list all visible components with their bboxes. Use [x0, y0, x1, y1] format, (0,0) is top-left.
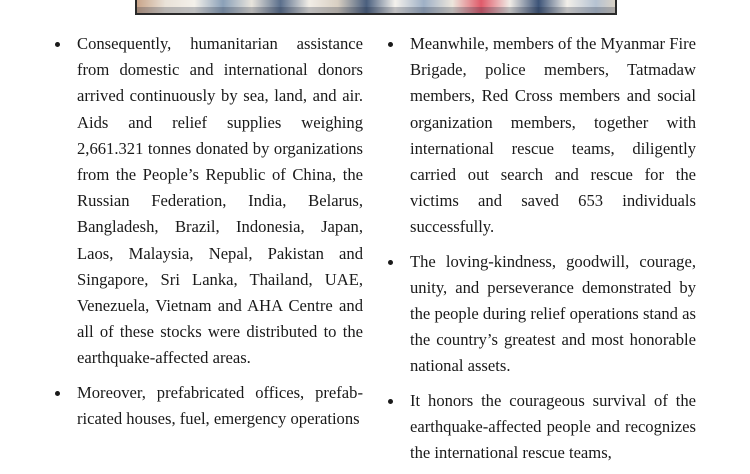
bullet-paragraph: It honors the courageous survival of the earthquake-affected people and recognizes the international rescue teams, — [410, 388, 696, 467]
bullet-paragraph: Consequently, humanitarian assistance from domestic and international donors arrived continuously by sea, land, and air. Aids and relief supplies weighing 2,661.321 tonnes donated by organizations from the People’s Republic of China, the Russian Federation, India, Belarus, Bangladesh, Brazil, Indonesia, Japan, Laos, Malaysia, Nepal, Pakistan and Singapore, Sri Lanka, Thailand, UAE, Venezuela, Vietnam and AHA Centre and all of these stocks were distributed to the earthquake-affected areas. — [77, 31, 363, 372]
bullet-paragraph: The loving-kindness, goodwill, courage, unity, and perseverance demonstrated by the people during relief operations stand as the country’s greatest and most honorable national assets. — [410, 249, 696, 380]
left-column — [77, 31, 363, 440]
bullet-paragraph: Moreover, prefabricated offices, prefabricated houses, fuel, emergency operations — [77, 380, 363, 432]
right-column — [410, 31, 696, 474]
photo-shade — [137, 7, 615, 13]
news-photo — [135, 0, 617, 15]
bullet-paragraph: Meanwhile, members of the Myanmar Fire Brigade, police members, Tatmadaw members, Red Cross members and social organization members, together with international rescue teams, diligently carried out search and rescue for the victims and saved 653 individuals successfully. — [410, 31, 696, 241]
